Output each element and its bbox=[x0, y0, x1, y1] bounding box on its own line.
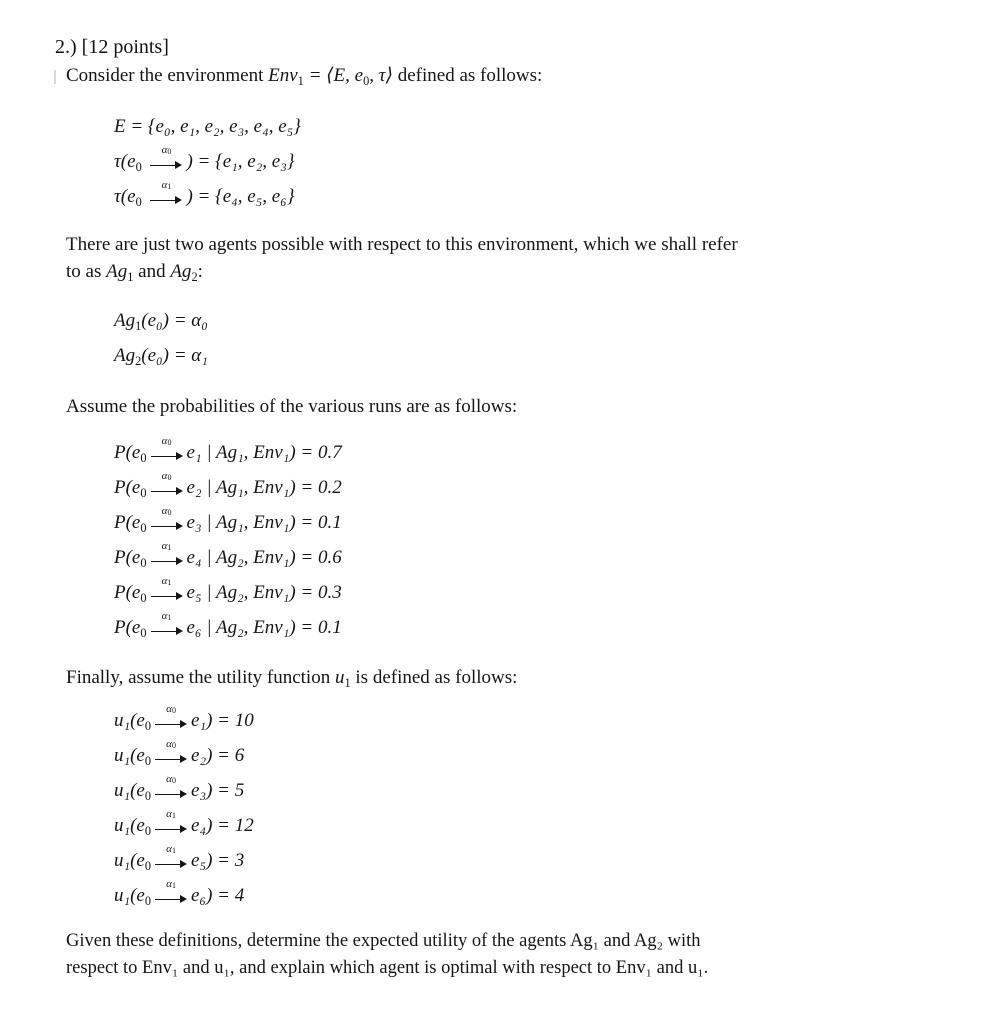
agent-definition: Ag2(e₀) = α₁ bbox=[114, 345, 208, 368]
question-heading: 2.) [12 points] bbox=[55, 36, 169, 58]
action-arrow-icon: α0 bbox=[151, 515, 183, 533]
agents-intro: There are just two agents possible with respect to this environment, which we shall refer to as Ag1 and Ag2: bbox=[66, 234, 738, 284]
probability-row: P(e0 α0 e₃ | Ag₁, Env₁) = 0.1 bbox=[114, 504, 342, 535]
utility-row: u₁(e0 α0 e₃) = 5 bbox=[114, 772, 245, 803]
task-statement: Given these definitions, determine the expected utility of the agents Ag₁ and Ag₂ with respect to Env₁ and u₁, and explain which agent is optimal with respect to Env₁ and u₁. bbox=[66, 931, 709, 978]
utility-row: u₁(e0 α1 e₅) = 3 bbox=[114, 842, 245, 873]
action-arrow-icon: α0 bbox=[155, 713, 187, 731]
action-arrow-icon: α1 bbox=[155, 818, 187, 836]
action-arrow-icon: α0 bbox=[155, 783, 187, 801]
utility-intro: Finally, assume the utility function u1 is defined as follows: bbox=[66, 667, 518, 690]
transition-equation: τ(e0 α0 ) = {e₁, e₂, e₃} bbox=[114, 143, 295, 174]
action-arrow-icon: α1 bbox=[155, 853, 187, 871]
probability-row: P(e0 α0 e₂ | Ag₁, Env₁) = 0.2 bbox=[114, 469, 342, 500]
action-arrow-icon: α1 bbox=[150, 189, 182, 207]
probability-row: P(e0 α0 e₁ | Ag₁, Env₁) = 0.7 bbox=[114, 434, 342, 465]
action-arrow-icon: α0 bbox=[151, 480, 183, 498]
environment-intro: Consider the environment Env1 = ⟨E, e0, τ⟩ defined as follows: bbox=[66, 65, 543, 88]
action-arrow-icon: α1 bbox=[155, 888, 187, 906]
probability-row: P(e0 α1 e₅ | Ag₂, Env₁) = 0.3 bbox=[114, 574, 342, 605]
action-arrow-icon: α1 bbox=[151, 585, 183, 603]
action-arrow-icon: α0 bbox=[150, 154, 182, 172]
action-arrow-icon: α1 bbox=[151, 550, 183, 568]
probabilities-intro: Assume the probabilities of the various runs are as follows: bbox=[66, 396, 518, 417]
utility-row: u₁(e0 α0 e₂) = 6 bbox=[114, 737, 245, 768]
action-arrow-icon: α1 bbox=[151, 620, 183, 638]
action-arrow-icon: α0 bbox=[151, 445, 183, 463]
probability-row: P(e0 α1 e₄ | Ag₂, Env₁) = 0.6 bbox=[114, 539, 342, 570]
utility-row: u₁(e0 α1 e₆) = 4 bbox=[114, 877, 245, 908]
state-set-equation: E = {e₀, e₁, e₂, e₃, e₄, e₅} bbox=[114, 116, 301, 137]
probability-row: P(e0 α1 e₆ | Ag₂, Env₁) = 0.1 bbox=[114, 609, 342, 640]
transition-equation: τ(e0 α1 ) = {e₄, e₅, e₆} bbox=[114, 178, 295, 209]
margin-mark bbox=[54, 70, 56, 84]
action-arrow-icon: α0 bbox=[155, 748, 187, 766]
utility-row: u₁(e0 α1 e₄) = 12 bbox=[114, 807, 254, 838]
utility-row: u₁(e0 α0 e₁) = 10 bbox=[114, 702, 254, 733]
agent-definition: Ag1(e₀) = α₀ bbox=[114, 310, 208, 333]
